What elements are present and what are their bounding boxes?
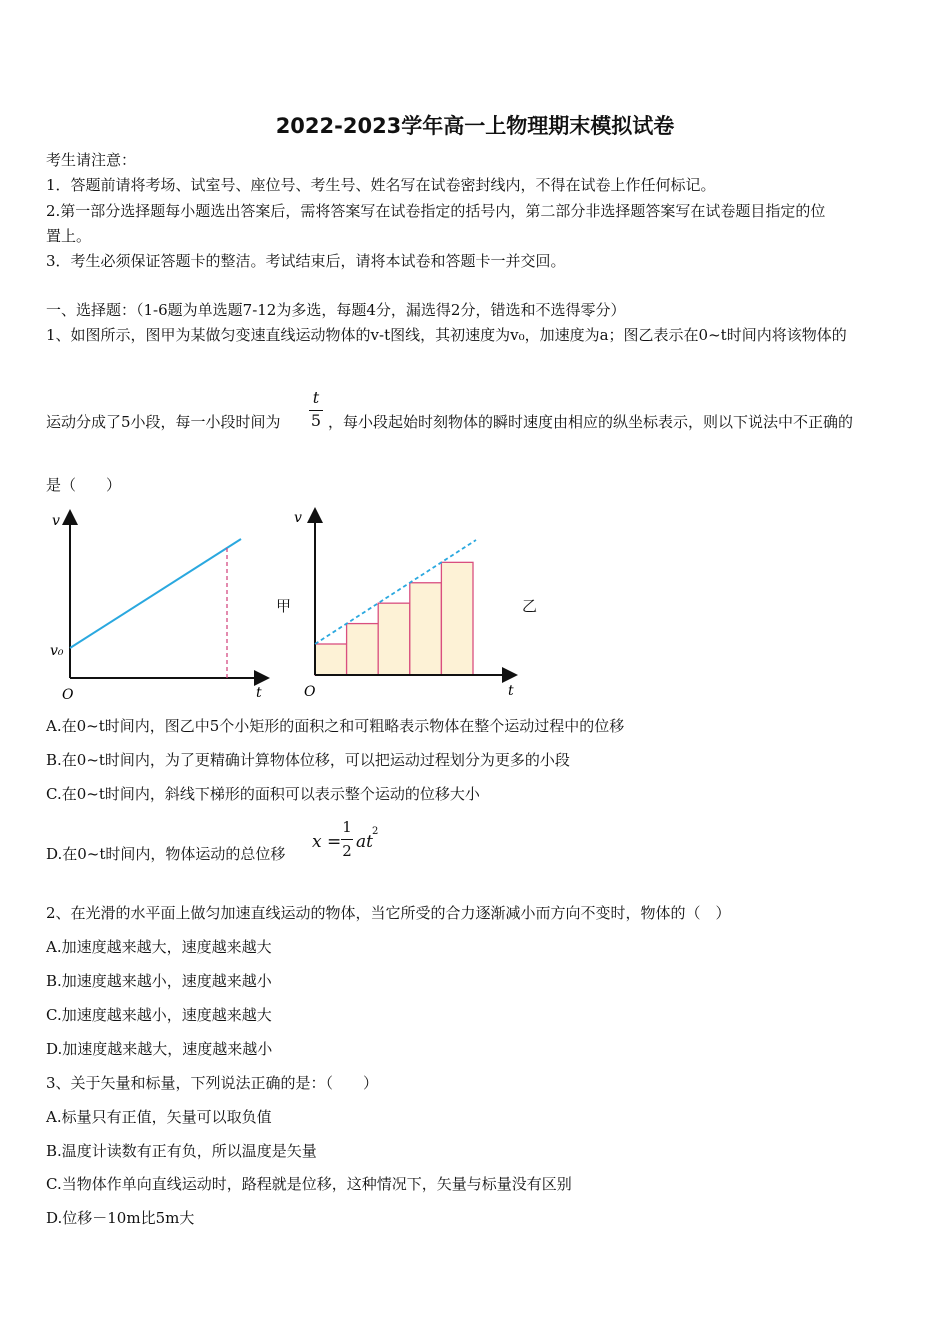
q1-option-a: A.在0~t时间内，图乙中5个小矩形的面积之和可粗略表示物体在整个运动过程中的位移 bbox=[46, 717, 625, 735]
q1-stem-line2b: ，每小段起始时刻物体的瞬时速度由相应的纵坐标表示，则以下说法中不正确的 bbox=[328, 413, 854, 431]
q2-option-b: B.加速度越来越小，速度越来越小 bbox=[46, 972, 272, 990]
formula-rhs: at bbox=[356, 832, 373, 852]
q2-stem: 2、在光滑的水平面上做匀加速直线运动的物体，当它所受的合力逐渐减小而方向不变时，物体的（ ） bbox=[46, 904, 731, 922]
formula-denominator: 2 bbox=[342, 842, 352, 860]
q1-option-d: D.在0~t时间内，物体运动的总位移 bbox=[46, 845, 286, 863]
formula-lhs: x = bbox=[312, 832, 342, 852]
graph-yi-step-rect bbox=[378, 603, 410, 675]
formula-numerator: 1 bbox=[342, 818, 352, 836]
notice-item-2: 2.第一部分选择题每小题选出答案后，需将答案写在试卷指定的括号内，第二部分非选择题答案写在试卷题目指定的位 bbox=[46, 202, 826, 220]
notice-item-1: 1．答题前请将考场、试室号、座位号、考生号、姓名写在试卷密封线内，不得在试卷上作任何标记。 bbox=[46, 176, 716, 194]
q1-option-c: C.在0~t时间内，斜线下梯形的面积可以表示整个运动的位移大小 bbox=[46, 785, 480, 803]
graph-yi-origin: O bbox=[304, 684, 316, 700]
q1-fraction-numerator: t bbox=[312, 388, 320, 407]
q1-stem-line2a: 运动分成了5小段，每一小段时间为 bbox=[46, 413, 281, 431]
q3-stem: 3、关于矢量和标量，下列说法正确的是：（ ） bbox=[46, 1074, 379, 1092]
formula-exponent: 2 bbox=[372, 826, 379, 837]
graph-yi-y-label: v bbox=[294, 510, 302, 526]
graph-jia-v0-label: v₀ bbox=[50, 643, 64, 659]
graph-yi-step-rect bbox=[315, 644, 347, 675]
graph-yi-caption: 乙 bbox=[522, 597, 538, 615]
q3-option-d: D.位移－10m比5m大 bbox=[46, 1209, 195, 1227]
q2-option-d: D.加速度越来越大，速度越来越小 bbox=[46, 1040, 273, 1058]
notice-heading: 考生请注意： bbox=[46, 151, 137, 169]
graph-yi-step-rect bbox=[347, 624, 379, 675]
graph-jia bbox=[40, 505, 280, 705]
page-title: 2022-2023学年高一上物理期末模拟试卷 bbox=[275, 114, 675, 138]
formula-fraction-bar bbox=[341, 839, 353, 840]
graph-yi-step-rect bbox=[441, 562, 473, 675]
q3-option-b: B.温度计读数有正有负，所以温度是矢量 bbox=[46, 1142, 317, 1160]
graph-yi bbox=[290, 505, 530, 705]
q1-stem-line1: 1、如图所示，图甲为某做匀变速直线运动物体的v-t图线，其初速度为v₀，加速度为a；图乙表示在0~t时间内将该物体的 bbox=[46, 326, 847, 344]
graph-yi-step-rect bbox=[410, 583, 442, 675]
q3-option-a: A.标量只有正值，矢量可以取负值 bbox=[46, 1108, 272, 1126]
q1-fraction-denominator: 5 bbox=[310, 411, 322, 430]
graph-jia-caption: 甲 bbox=[276, 597, 292, 615]
graph-jia-vt-line bbox=[70, 539, 241, 648]
graph-jia-origin: O bbox=[62, 687, 74, 703]
notice-item-3: 3．考生必须保证答题卡的整洁。考试结束后，请将本试卷和答题卡一并交回。 bbox=[46, 252, 566, 270]
graph-jia-y-label: v bbox=[52, 513, 60, 529]
q3-option-c: C.当物体作单向直线运动时，路程就是位移，这种情况下，矢量与标量没有区别 bbox=[46, 1175, 572, 1193]
q2-option-a: A.加速度越来越大，速度越来越大 bbox=[46, 938, 272, 956]
q1-stem-line3: 是（ ） bbox=[46, 476, 122, 494]
q1-option-b: B.在0~t时间内，为了更精确计算物体位移，可以把运动过程划分为更多的小段 bbox=[46, 751, 570, 769]
section-heading: 一、选择题：（1-6题为单选题7-12为多选，每题4分，漏选得2分，错选和不选得零分） bbox=[46, 301, 626, 319]
q2-option-c: C.加速度越来越小，速度越来越大 bbox=[46, 1006, 272, 1024]
graph-yi-x-label: t bbox=[508, 683, 514, 699]
graph-yi-steps bbox=[315, 562, 473, 675]
graph-jia-x-label: t bbox=[256, 685, 262, 701]
notice-item-2-cont: 置上。 bbox=[46, 227, 92, 245]
